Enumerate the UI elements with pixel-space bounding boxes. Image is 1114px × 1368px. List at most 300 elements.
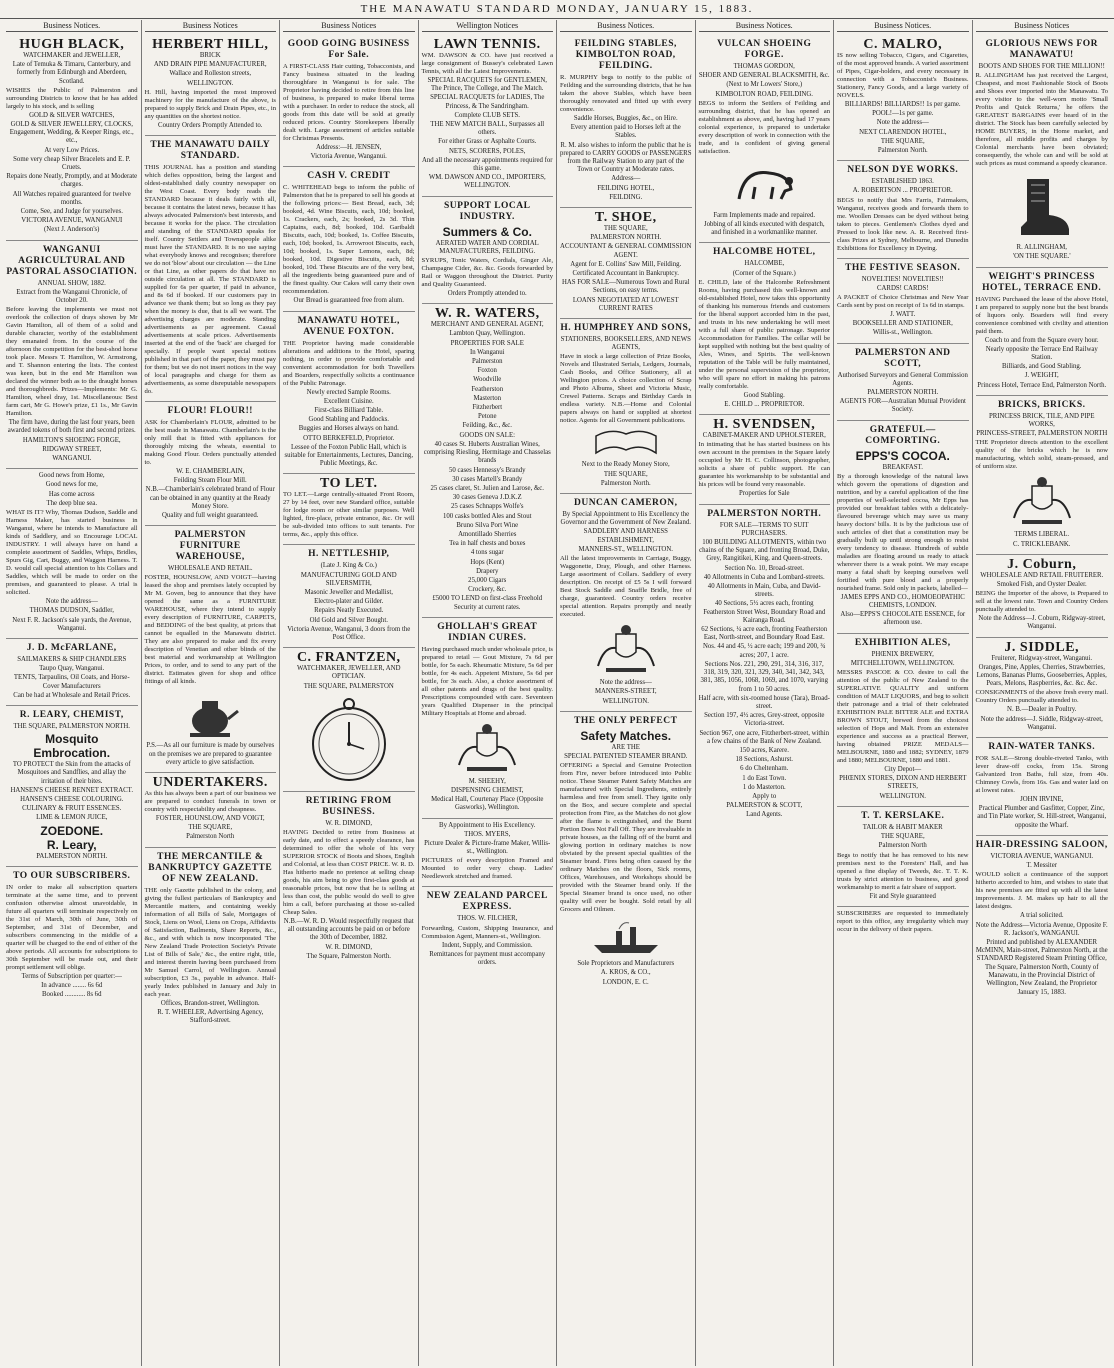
advertisement	[976, 638, 1109, 738]
ad-detail-line: Remittances for payment must accompany orders.	[429, 950, 546, 966]
open-book-icon	[591, 428, 661, 458]
ad-detail-line: Princess Hotel, Terrace End, Palmerston North.	[977, 381, 1107, 389]
ad-detail-line: Nearly opposite the Terrace End Railway Station.	[985, 345, 1098, 362]
ad-subheading: Section 197, 4½ acres, Grey-street, opposite Victoria-street.	[704, 712, 825, 728]
ad-detail-line: Victoria Avenue, Wanganui.	[310, 153, 387, 161]
ad-subheading: ARE THE	[611, 743, 640, 751]
flour-mill-emblem-icon	[180, 689, 240, 739]
ad-detail-line: LONDON, E. C.	[602, 978, 649, 986]
column-header: Business Notices	[283, 20, 415, 32]
ad-subheading: THOS. W. FILCHER,	[457, 915, 518, 923]
ad-detail-line: J. WEIGHT,	[1024, 372, 1059, 380]
ad-detail-line: Practical Plumber and Gasfitter, Copper, Zinc, and Tin Plate worker, St. Hill-street, Wanganui, opposite the Wharf.	[977, 805, 1107, 829]
ad-subheading: LOANS NEGOTIATED AT LOWEST CURRENT RATES	[572, 296, 679, 312]
ad-detail-line: Country Orders Promptly Attended to.	[158, 121, 263, 129]
ad-body: WISHES the Public of Palmerston and surrounding Districts to know that he has added largely to his stock, and is selling	[6, 86, 138, 110]
ad-detail-line: THE SQUARE,	[188, 824, 233, 832]
ad-body: R. MURPHY begs to notify to the public of Feilding and the surrounding districts, that he has taken the above Stables, which have been thoroughly renovated and fitted up with every convenience.	[560, 74, 692, 113]
ad-detail-line: Every attention paid to Horses left at the Stables.	[570, 124, 681, 140]
ad-subheading: A. ROBERTSON ... PROPRIETOR.	[852, 187, 953, 195]
ad-subheading: Bruno Silva Port Wine	[456, 521, 519, 529]
ad-body: ASK for Chamberlain's FLOUR, admitted to be the best made in Manawatu. Chamberlain's is the only mill that is fitted with appliances for thoroughly mixing the wheats, essential to making Good Flour. Orders punctually attended to.	[144, 419, 276, 467]
ad-subheading: (Late J. King & Co.)	[320, 562, 377, 570]
ad-detail-line: THE SQUARE,	[880, 137, 925, 145]
ad-body: THE Proprietor directs attention to the excellent quality of the bricks which he is now manufacturing, which solid, steam-pressed, and of uniform size.	[975, 439, 1108, 471]
ad-title: THE MANAWATU DAILY STANDARD.	[150, 140, 271, 162]
ad-subheading: 62 Sections, ¼ acre each, fronting Featherston East, North-street, and Boundary Road East.	[701, 626, 828, 642]
ad-detail-line: Repairs done Neatly, Promptly, and at Moderate charges.	[6, 173, 138, 189]
ad-body: Having purchased much under wholesale price, is prepared to retail — Gout Mixture, 7s 6d per bottle, for 5s each. Rheumatic Mixture, 5s 6d per bottle, for 4s each. Appetent Mixture, 5s 6d per bottle, for 3s each. Also, a choice assortment of all other patents and drugs of the best quality. Prescriptions compounded with care. Seventeen years Qualified Dispenser in the principal Military Hospitals at Home and abroad.	[421, 645, 553, 717]
ad-detail-line: £5000 TO LEND on first-class Freehold Security at current rates.	[432, 595, 543, 611]
ad-body: A FIRST-CLASS Hair cutting, Tobacconists, and Fancy business situated in the leading thoroughfare in Wanganui is for sale. The Proprietor having decided to retire from this line of business, is prepared to make liberal terms with a purchaser. In order to reduce the stock, all goods from this date will be sold at greatly reduced prices. Country Storekeepers liberally dealt with. Large assortment of articles suitable for Christmas Presents.	[283, 63, 415, 142]
ad-subheading: VICTORIA AVENUE, WANGANUI.	[990, 852, 1094, 860]
ad-title: GLORIOUS NEWS FOR MANAWATU!	[985, 39, 1098, 60]
ad-subheading: Foxton	[477, 367, 497, 375]
ad-subheading: AND DRAIN PIPE MANUFACTURER,	[153, 61, 267, 69]
pocket-watch-icon	[304, 694, 394, 784]
ad-title: THE MERCANTILE & BANKRUPTCY GAZETTE OF NEW ZEALAND.	[148, 851, 273, 884]
ad-subheading: 18 Sections, Ashurst.	[735, 756, 793, 764]
column	[142, 20, 281, 1366]
advertisement	[837, 344, 969, 421]
royal-coat-of-arms-icon	[447, 721, 527, 775]
advertisement	[283, 35, 415, 167]
ad-body: Begs to notify that he has removed to his new premises next to the Foresters' Hall, and has opened a fine display of Tweeds, &c. T. T. K. trusts by strict attention to business, and good workmanship to merit a fair share of support.	[837, 851, 969, 891]
ad-detail-line: Feilding Steam Flour Mill.	[173, 477, 247, 485]
ad-subheading: Feilding, &c., &c.	[462, 422, 512, 430]
column	[419, 20, 558, 1366]
masthead: THE MANAWATU STANDARD MONDAY, JANUARY 15, 1883.	[0, 0, 1114, 19]
ad-subheading: WATCHMAKER and JEWELLER,	[23, 52, 121, 59]
ad-detail-line: Palmerston North.	[600, 479, 651, 487]
columns-container	[3, 20, 1111, 1366]
ad-detail-line: Also—EPPS'S CHOCOLATE ESSENCE, for afternoon use.	[840, 611, 966, 627]
boot-icon	[1007, 171, 1077, 241]
ad-detail-line: Indent, Supply, and Commission.	[441, 941, 533, 949]
ad-subheading: ESTABLISHED 1863.	[871, 178, 934, 186]
ad-body: SYRUPS, Tonic Waters, Cordials, Ginger Ale, Champagne Cider, &c. &c. Goods forwarded by Rail or Waggon throughout the District. Purity and Quality Guaranteed.	[421, 257, 553, 289]
ad-detail-line: Address:—H. JENSEN,	[315, 144, 382, 151]
ad-title: HAIR-DRESSING SALOON,	[975, 839, 1108, 850]
ad-title: C. FRANTZEN,	[296, 650, 401, 666]
ad-subheading: MITCHELLTOWN, WELLINGTON.	[850, 659, 955, 667]
ad-detail-line: C. TRICKLEBANK.	[1013, 540, 1071, 548]
ad-subheading: Summers & Co.	[442, 224, 532, 239]
ad-subheading: Old Gold and Silver Bought.	[309, 616, 388, 624]
ad-subheading: 100 casks bottled Ales and Stout	[442, 512, 532, 520]
ad-detail-line: Quality and full weight guaranteed.	[162, 512, 259, 520]
ad-detail-line: Our Bread is guaranteed free from alum.	[293, 297, 404, 305]
advertisement	[560, 712, 692, 992]
ad-subheading: THE SQUARE, PALMERSTON	[303, 682, 394, 690]
advertisement	[976, 738, 1109, 836]
ad-body: As this has always been a part of our business we are prepared to conduct funerals in town or country with respectability and cheapness.	[144, 790, 276, 814]
ad-title: PALMERSTON NORTH.	[707, 508, 822, 519]
ad-subheading: NOVELTIES! NOVELTIES!!	[861, 275, 944, 283]
column	[3, 20, 142, 1366]
ad-detail-line: N.B.—Chamberlain's celebrated brand of Flour can be obtained in any quantity at the Ready Money Store.	[145, 486, 275, 510]
ad-subheading: Oranges, Pine, Apples, Cherries, Strawberries, Lemons, Bananas Plums, Gooseberries, Apples, Pears, Melons, Raspberries, &c. &c. &c.	[976, 663, 1107, 688]
ad-subheading: Masterton	[473, 394, 502, 402]
ad-detail-line: W. R. DIMOND,	[325, 943, 373, 951]
ad-detail-line: Good Stabling and Paddocks.	[308, 416, 389, 424]
ad-subheading: THE SQUARE, PALMERSTON NORTH.	[13, 722, 130, 730]
ad-body: TO LET.—Large centrally-situated Front Room, 27 by 14 feet, over new Standard office, suitable for lodge room or other similar purposes. Well lighted, fire-place, private entrance, &c. Or will be sub-divided into offices to suit tenants. For terms, &c., apply this office.	[283, 491, 415, 539]
ad-detail-line: M. SHEEHY,	[468, 777, 506, 785]
ad-body: WOULD solicit a continuance of the support hitherto accorded to him, and wishes to state that his new premises are fitted up with all the latest improvements. J. M. makes up hair to all the latest designs.	[975, 871, 1108, 911]
ad-detail-line: The firm have, during the last four years, been awarded tokens of both first and second prizes.	[7, 419, 136, 435]
ad-title: FEILDING STABLES, KIMBOLTON ROAD, FEILDING.	[574, 39, 677, 71]
advertisement	[6, 867, 138, 1005]
advertisement	[283, 474, 415, 545]
ad-detail-line: Come, See, and Judge for yourselves.	[20, 208, 123, 216]
ad-title: C. MALRO,	[863, 37, 943, 52]
ad-subheading: Nos. 44 and 45, ½ acre each; 199 and 200, ¾ acres; 207, 1 acre.	[703, 643, 826, 659]
ad-subheading: 25 cases Schnapps Wolfe's	[451, 503, 524, 511]
ad-subheading: Has come across	[48, 490, 95, 498]
ad-detail-line: At very Low Prices.	[44, 146, 100, 154]
ad-detail-line: J. WATT.	[890, 311, 916, 319]
column	[280, 20, 419, 1366]
advertisement	[283, 648, 415, 792]
ad-subheading: CARDS! CARDS!	[876, 284, 929, 292]
ad-detail-line: In advance ........ 6s 6d	[41, 981, 103, 989]
advertisement	[976, 396, 1109, 555]
ad-detail-line: Orders Promptly attended to.	[447, 290, 527, 298]
ad-subheading: SHOER AND GENERAL BLACKSMITH, &c.	[698, 72, 830, 80]
ad-detail-line: ZOEDONE.	[40, 823, 104, 838]
ad-detail-line: Palmerston North.	[877, 147, 928, 155]
ad-detail-line: HANSEN'S CHEESE RENNET EXTRACT.	[10, 786, 134, 794]
ad-subheading: Good news from Home,	[38, 472, 105, 480]
ad-title: BRICKS, BRICKS.	[998, 399, 1086, 410]
advertisement	[283, 312, 415, 475]
ad-title: H. NETTLESHIP,	[308, 549, 390, 560]
ad-body: THE only Gazette published in the colony, and giving the fullest particulars of Bankruptcy and Mercantile matters, and containing weekly information of all Bills of Sale, Mortgages of Stock, Liens on Wool, Liens on Crops, Affidavits of Satisfaction, Bailments, Share Reports, &c., &c., and with which is now incorporated 'The New Zealand Trade Protection Society's Private List of Bills of Sale,' &c., the entire right, title, and interest therein having been purchased from Mr Samuel Carrol, of Wellington. Annual subscription, £3 3s., payable in advance. Half-yearly Index published in January and July in each year.	[144, 886, 276, 998]
ad-subheading: 25 cases claret, St. Julien and Larose, &c.	[430, 484, 544, 492]
ad-subheading: SAILMAKERS & SHIP CHANDLERS	[17, 655, 127, 663]
ad-subheading: Wallace and Rolleston streets,	[169, 70, 252, 78]
ad-title: R. LEARY, CHEMIST,	[19, 709, 124, 720]
ad-subheading: Amontillado Sherries	[458, 530, 517, 538]
ad-title: WEIGHT'S PRINCESS HOTEL, TERRACE END.	[982, 271, 1102, 293]
ad-body: R. ALLINGHAM has just received the Largest, Cheapest, and most Fashionable Stock of Boots and Shoes ever imported into the Manawatu. To every visitor to the well-worn motto 'Small Profits and Quick Returns,' he offers the GREATEST BARGAINS ever heard of in the district. The Stock has been carefully selected by HOME BUYERS, in the Home market, and therefore, all middle profits and charges by Colonial merchants have been obviated; consequently, the whole can and will be sold at such prices as must command a speedy clearance.	[975, 72, 1108, 168]
ad-detail-line: NEXT CLARENDON HOTEL,	[859, 128, 947, 136]
ad-subheading: PALMERSTON NORTH.	[867, 389, 939, 397]
ad-subheading: SPECIAL PATENTED STEAMER BRAND.	[564, 752, 688, 760]
ad-detail-line: Buggies and Horses always on hand.	[298, 425, 399, 433]
advertisement	[6, 35, 138, 241]
ad-body: In intimating that he has started business on his own account in the premises in the Square lately occupied by Mr H. C. Collinson, photographer, solicits a share of public support. He can guarantee his workmanship to be substantial and his prices will be found very reasonable.	[698, 441, 830, 489]
ad-body: Have in stock a large collection of Prize Books, Novels and Illustrated Serials, Ledgers, Journals, Cash Books, and Office Stationery, all at Wellington prices. A choice collection of Scrap and Photo Albums, Sheet and Victoria Music, Crewel Patterns. Scraps and Birthday Cards in endless variety. N.B.—Home and Colonial papers always on hand or supplied at shortest notice. Agents for all Government publications.	[560, 353, 692, 425]
ad-detail-line: City Depot—	[884, 766, 922, 774]
ad-detail-line: (Next J. Anderson's)	[44, 226, 100, 234]
ad-subheading: AERATED WATER AND CORDIAL MANUFACTURERS, FEILDING.	[435, 239, 539, 255]
ad-body: Forwarding, Custom, Shipping Insurance, and Commission Agent, Manners-st., Wellington.	[421, 924, 553, 940]
advertisement	[422, 887, 554, 972]
advertisement	[422, 304, 554, 618]
ad-subheading: FOR SALE—TERMS TO SUIT PURCHASERS.	[719, 521, 809, 537]
ad-subheading: Palmerston	[471, 358, 503, 366]
advertisement	[699, 35, 831, 243]
ad-detail-line: Note the address—	[45, 598, 98, 606]
ad-subheading: Land Agents.	[746, 811, 783, 819]
ad-subheading: 6 do Cheltenham.	[740, 765, 789, 773]
ad-detail-line: FEILDING.	[609, 193, 643, 201]
ad-subheading: Lambton Quay, Wellington.	[449, 330, 526, 338]
ad-subheading: THE SQUARE,	[603, 225, 648, 233]
ad-subheading: PHŒNIX BREWERY,	[871, 650, 934, 658]
ad-detail-line: JAMES EPPS AND CO., HOMOEOPATHIC CHEMISTS, LONDON.	[840, 593, 965, 610]
ad-title: HERBERT HILL,	[152, 37, 269, 52]
advertisement	[976, 35, 1109, 268]
ad-detail-line: 'ON THE SQUARE.'	[1012, 253, 1071, 261]
ad-detail-line: Offices, Brandon-street, Wellington.	[160, 999, 260, 1007]
ad-title: WANGANUI AGRICULTURAL AND PASTORAL ASSOCIATION.	[6, 244, 138, 277]
column-header: Business Notices.	[6, 20, 138, 32]
ad-subheading: Petone	[478, 413, 497, 421]
ad-subheading: By Appointment to His Excellency.	[439, 821, 536, 829]
ad-subheading: Apply to	[752, 792, 777, 800]
ad-subheading: Late of Temuka & Timaru, Canterbury, and formerly from Edinburgh and Aberdeen, Scotland.	[12, 61, 131, 85]
ad-detail-line: Complete CLUB SETS.	[454, 111, 521, 119]
ad-subheading: 40 Allotments in Main, Cuba, and David-streets.	[707, 583, 821, 599]
ad-body: C. WHITEHEAD begs to inform the public of Palmerston that he is prepared to sell his goods at the following prices:— Best Bread, each, 3d; booked, 4d. Wine Biscuits, each, 10d; booked, 1s. Crackers, each, 2s; booked, 2s 3d. Thin Captains, each, 8d; booked, 10d. Garibaldi Biscuits, each, 10d; booked, 1s. Coffee Biscuits, each, 10d; booked, 1s. Arrowroot Biscuits, each, 10d; booked, 1s. Super Lemons, each, 8d; booked, 10d. Digestive Biscuits, each, 8d; booked, 10d. These Biscuits are of the very best, all the ingredients being guaranteed pure and of the finest quality. Our Cakes will carry their own recommendation.	[283, 184, 415, 296]
ad-detail-line: WM. DAWSON AND CO., IMPORTERS, WELLINGTON.	[428, 174, 546, 190]
ad-detail-line: Next F. R. Jackson's sale yards, the Avenue, Wanganui.	[12, 616, 132, 632]
ad-title: GOOD GOING BUSINESS For Sale.	[287, 39, 410, 60]
ad-subheading: Authorised Surveyors and General Commission Agents.	[837, 371, 968, 387]
ad-detail-line: WELLINGTON.	[879, 792, 926, 800]
advertisement	[837, 35, 969, 161]
royal-coat-of-arms-icon	[586, 622, 666, 676]
ad-body: THE Proprietor having made considerable alterations and additions to the Hotel, sparing nothing, in order to provide comfortable and convenient accommodation for both Travellers and Boarders, respectfully solicits a continuance of the Public Patronage.	[283, 339, 415, 387]
ad-detail-line: R. T. WHEELER, Advertising Agency, Stafford-street.	[157, 1008, 264, 1025]
ad-detail-line: BOOKSELLER AND STATIONER,	[852, 320, 953, 328]
ad-subheading: Good news for me,	[45, 481, 98, 489]
ad-title: PALMERSTON FURNITURE WAREHOUSE,	[174, 530, 246, 563]
ad-title: EXHIBITION ALES,	[854, 637, 951, 648]
ad-subheading: 30 cases Geneva J.D.K.Z	[452, 494, 522, 502]
ad-detail-line: THE SQUARE,	[603, 470, 648, 478]
ad-subheading: TAILOR & HABIT MAKER	[862, 823, 943, 831]
ad-detail-line: Palmerston North	[186, 833, 235, 841]
ad-detail-line: R. Leary,	[46, 837, 97, 852]
ad-subheading: The deep blue sea.	[46, 499, 98, 507]
ad-detail-line: Note the Address—Victoria Avenue, Opposite F. R. Jackson's, WANGANUI.	[975, 921, 1108, 937]
ad-detail-line: PALMERSTON NORTH.	[36, 852, 108, 860]
ad-subheading: Taupo Quay, Wanganui.	[39, 665, 105, 673]
ad-subheading: STATIONERS, BOOKSELLERS, AND NEWS AGENTS,	[560, 336, 691, 352]
ad-subheading: (Next to Mr Lowers' Store,)	[726, 81, 803, 89]
ad-subheading: Electro-plater and Gilder.	[314, 598, 384, 606]
ad-title: SUPPORT LOCAL INDUSTRY.	[444, 200, 531, 222]
ad-body: A PACKET of Choice Christmas and New Year Cards sent by post on receipt of 1s 6d in stamps.	[837, 294, 969, 310]
ad-subheading: Certificated Accountant in Bankruptcy.	[572, 270, 679, 278]
ad-detail-line: Printed and published by ALEXANDER McMINN, Main-street, Palmerston North, at the STANDARD Registered Steam Printing Office, The Square, Palmerston North, County of Manawatu, in the Provincial District of Wellington, New Zealand, the Proprietor	[975, 938, 1108, 987]
ad-body: HAVING Decided to retire from Business at early date, and to effect a speedy clearance, has determined to offer the whole of his very SUPERIOR STOCK of Boots and Shoes, English and Colonial, at less than COST PRICE. W. R. D. Has hitherto made no pretence at selling cheap goods, his aim being to give first-class goods at reasonable prices, but now that he is selling at less than cost, the public would do well to give him a call, before purchasing at those so-called Cheap Sales.	[283, 829, 415, 917]
ad-body: OFFERING a Special and Genuine Protection from Fire, never before introduced into Public notice. These Steamer Patent Safety Matches are manufactured with Special Ingredients, entirely harmless and free from smell. They ignite only on the Box, and secure complete and special protection from Fire, as the Matches do not glow after the flame is extinguished, and the Burnt Portion Does Not Fall Off. They are invaluable in private houses, as the falling off of the burnt and glowing portion in ordinary matches is now obviated by the present special qualities of the Steamer brand. Fires being often caused by the ordinary Matches on the floors, Sick rooms, Offices, Warehouses, and Workshops should be provided with the Steamer brand only. If the Special Steamer brand is once used, no other quality will ever be bought. Sold retail by all Grocers and Oilmen.	[560, 762, 692, 914]
ad-subheading: THOS. MYERS,	[464, 830, 511, 838]
ad-body: THIS JOURNAL has a position and standing which defies opposition, being the largest and oldest-established daily country newspaper on the West Coast. Every body reads the STANDARD because it deals fairly with all, because it contains the latest news, because it has always advocated Palmerston's best interests, and because it works for the place. The circulation and standing of the STANDARD speaks for itself. Country Settlers and Townspeople alike must have the STANDARD. It is no use saying what everybody knows and recognises; therefore we do not 'blow' about our circulation — the Line or that Line, as other papers do that have no outside circulation at all. The STANDARD is supplied for 6s per quarter, if paid in advance, and 8s 6d if booked. If our customers pay in advance we thank them; but so long as they pay when the money is due, that is all we want. The advertising charges are moderate. Standing advertisements as per agreement. Casual advertisements at scale prices. Advertisements inserted at the end of the 'back' are charged for specially. If people want special notices published in that part of the paper, they must pay for them; but we do not insert notices in the way of local paragraphs and charge for them as advertisements, as some disreputable newspapers do.	[144, 164, 276, 396]
advertisement	[145, 35, 277, 136]
ad-detail-line: Fit and Style guaranteed	[869, 892, 936, 900]
advertisement	[6, 241, 138, 470]
advertisement	[837, 161, 969, 258]
ad-subheading: Extract from the Wanganui Chronicle, of October 20.	[16, 288, 128, 305]
ad-detail-line: E. CHILD ... PROPRIETOR.	[724, 401, 805, 409]
ad-title: TO OUR SUBSCRIBERS.	[13, 870, 131, 881]
royal-coat-of-arms-icon	[1002, 474, 1082, 528]
ad-title: RAIN-WATER TANKS.	[988, 742, 1096, 753]
advertisement	[837, 421, 969, 634]
advertisement	[837, 807, 969, 907]
ad-detail-line: R. ALLINGHAM,	[1016, 244, 1067, 252]
ad-title: GRATEFUL—COMFORTING.	[865, 424, 941, 446]
advertisement	[422, 819, 554, 888]
ad-title: TO LET.	[320, 476, 378, 492]
ad-subheading: Section 967, one acre, Fitzherbert-street, within a few chains of the Bank of New Zealand.	[699, 729, 829, 745]
ad-subheading: PROPERTIES FOR SALE	[450, 339, 524, 347]
ad-title: LAWN TENNIS.	[433, 37, 541, 52]
column-header: Business Notices.	[560, 20, 692, 32]
ad-title: CASH V. CREDIT	[307, 171, 391, 182]
ad-detail-line: HAMILTON'S SHOEING FORGE,	[22, 436, 121, 444]
ad-subheading: MERCHANT AND GENERAL AGENT,	[430, 321, 544, 329]
ad-detail-line: BILLIARDS! BILLIARDS!! 1s per game.	[844, 101, 961, 108]
ad-detail-line: RIDGWAY STREET,	[42, 445, 102, 453]
ad-detail-line: Mosquito Embrocation.	[33, 732, 111, 761]
ad-detail-line: Lessee of the Foxton Public Hall, which is suitable for Entertainments, Lectures, Dancing, Public Meetings, &c.	[284, 443, 414, 468]
advertisement	[837, 259, 969, 344]
column-header: Wellington Notices	[422, 20, 554, 32]
ad-detail-line: FOSTER, HOUNSLOW, AND VOIGT,	[155, 815, 265, 823]
ad-subheading: Victoria Avenue, Wanganui, 3 doors from the Post Office.	[287, 625, 411, 642]
ad-detail-line: Address—	[611, 175, 641, 183]
ad-subheading: Half acre, with six-roomed house (Tara), Broad-street.	[698, 694, 830, 710]
ad-title: J. Coburn,	[1007, 556, 1077, 572]
ad-title: H. SVENDSEN,	[713, 417, 816, 433]
advertisement	[145, 402, 277, 526]
advertisement	[976, 836, 1109, 1002]
ad-detail-line: A. KROS, & CO.,	[600, 969, 651, 977]
ad-subheading: BOOTS AND SHOES FOR THE MILLION!!	[978, 63, 1105, 70]
ad-body: WHAT IS IT? Why, Thomas Dudson, Saddle and Harness Maker, has started business in Wanganui, where he intends to Manufacture all kinds of Saddlery, and so Encourage LOCAL INDUSTRY. I will always have on hand a complete assortment of Saddles, Whips, Bridles, Spurs Gig, Cart, Buggy, and Waggon Harness. T. D. would call special attention to his Collars and Saddles, which will be made to order on the premises, and guaranteed to please. A trial is solicited.	[6, 509, 138, 597]
ad-subheading: Drapery	[476, 567, 499, 575]
ad-detail-line: First-class Billiard Table.	[314, 407, 384, 415]
ad-subheading: PALMERSTON & SCOTT,	[726, 802, 803, 810]
ad-subheading: 1 do East Town.	[742, 774, 787, 782]
ad-subheading: PALMERSTON NORTH.	[590, 234, 662, 242]
ad-body: HAVING Purchased the lease of the above Hotel, I am prepared to supply none but the best brands of liquors only. Boarders will find every convenience combined with civility and attention paid them.	[975, 295, 1108, 335]
ad-subheading: Sections Nos. 221, 290, 291, 314, 316, 317, 318, 319, 320, 321, 329, 340, 341, 342, 343, 381, 385, 1056, 1068, 1069, and 1070, varying from 1 to 50 acres.	[700, 660, 828, 693]
ad-body: BEING the Importer of the above, is Prepared to sell at the lowest rate. Town and Country Orders punctually attended to.	[975, 590, 1108, 614]
ad-detail-line: R. M. also wishes to inform the public that he is prepared to CARRY GOODS or PASSENGERS from the Railway Station to any part of the Town or Country at Moderate rates.	[560, 141, 692, 174]
ad-body: WM. DAWSON & CO. have just received a large consignment of Bussey's celebrated Lawn Tennis, with all the Latest Improvements.	[421, 52, 553, 75]
ad-body: CONSIGNMENTS of the above fresh every mail. Country Orders punctually attended to.	[975, 689, 1108, 705]
ad-subheading: Picture Dealer & Picture-frame Maker, Willis-st., Wellington.	[424, 839, 551, 856]
ad-detail-line: Newly erected Sample Rooms.	[306, 388, 391, 396]
ad-detail-line: OTTO BERKEFELD, Proprietor.	[303, 434, 395, 442]
ad-body: E. CHILD, late of the Halcombe Refreshment Rooms, having purchased this well-known and old-established Hotel, now takes this opportunity of thanking his numerous friends and customers for the liberal support accorded him in the past, and trusts in his new undertaking he will meet with a full share of public patronage. Superior Accommodation for Families. The cellar will be kept supplied with nothing but the best quality of Ales, Wines, and Spirits. The well-known reputation of the Table will be fully maintained, under the personal supervision of the proprietor, who will spare no effort in making his patrons really comfortable.	[698, 278, 830, 390]
ad-body: IN order to make all subscription quarters terminate at the same time, and to prevent confusion otherwise almost unavoidable, in future all quarters will terminate respectively on the 31st of March, 30th of June, 30th of September, and 31st of December, and subscribers commencing in the middle of a quarter will be charged to the end of either of the above periods. All accounts for subscriptions to 30th September will be made out, and their prompt settlement will oblige.	[6, 883, 138, 971]
ad-detail-line: THOMAS DUDSON, Saddler,	[29, 607, 114, 615]
ad-subheading: 4 tons sugar	[470, 549, 504, 557]
ad-detail-line: Note the address—	[599, 679, 652, 687]
ad-body: MESSRS PASCOE & CO. desire to call the attention of the public of New Zealand to the SUPERLATIVE QUALITY and uniform condition of MALT LIQUORS, and beg to solicit their patronage and a trial of their celebrated EXHIBITION PALE BITTER ALE and EXTRA BROWN STOUT, brewed from the choicest selection of Hops and Malt. From an extensive experience and success as a practical Brewer, having obtained PRIZE MEDALS—MELBOURNE, 1880 and 1882; SYDNEY, 1879 and 1880; MELBOURNE, 1880 and 1881.	[837, 669, 969, 765]
advertisement	[837, 634, 969, 807]
column	[973, 20, 1112, 1366]
ad-detail-line: Note the address—J. Siddle, Ridgway-street, Wanganui.	[980, 715, 1103, 731]
ad-title: H. HUMPHREY AND SONS,	[560, 323, 692, 334]
ad-detail-line: Sole Proprietors and Manufacturers	[577, 960, 675, 968]
ad-subheading: By Special Appointment to His Excellency the Governor and the Government of New Zealand.	[560, 511, 691, 527]
ad-detail-line: January 15, 1883.	[1017, 989, 1066, 997]
ad-subheading: Agent for E. Collins' Saw Mill, Feilding.	[570, 260, 682, 268]
ad-detail-line: Some very cheap Silver Bracelets and E. P. Cruets.	[13, 155, 131, 172]
ad-subheading: SADDLERY AND HARNESS ESTABLISHMENT,	[583, 528, 668, 544]
ad-subheading: AGENTS FOR—Australian Mutual Provident Society.	[839, 398, 966, 414]
ad-subheading: 25,000 Cigars	[468, 576, 507, 584]
ad-subheading: BREAKFAST.	[882, 463, 923, 471]
ad-detail-line: Properties for Sale	[738, 490, 790, 498]
ad-detail-line: MANNERS-STREET,	[594, 688, 657, 696]
ad-detail-line: THE NEW MATCH BALL, Surpasses all others.	[430, 121, 545, 137]
advertisement	[283, 792, 415, 966]
advertisement	[422, 618, 554, 819]
advertisement	[145, 136, 277, 402]
column-header: Business Notices	[145, 20, 277, 32]
ad-subheading: MANUFACTURING GOLD AND SILVERSMITH,	[300, 571, 397, 587]
ad-detail-line: Terms of Subscription per quarter:—	[21, 972, 122, 980]
ad-detail-line: Coach to and from the Square every hour.	[984, 336, 1099, 344]
ad-title: RETIRING FROM BUSINESS.	[305, 795, 392, 817]
ad-detail-line: Excellent Cuisine.	[323, 397, 374, 405]
ad-detail-line: Note the Address—J. Coburn, Ridgway-street, Wanganui.	[978, 615, 1106, 631]
advertisement	[560, 208, 692, 319]
ad-detail-line: PHŒNIX STORES, DIXON AND HERBERT STREETS,	[839, 775, 967, 791]
ad-title: NELSON DYE WORKS.	[847, 165, 959, 176]
advertisement	[699, 243, 831, 415]
advertisement	[560, 494, 692, 712]
ad-subheading: 100 BUILDING ALLOTMENTS, within two chains of the Square, and fronting Broad, Duke, Grey, Rangitikei, King, and Queen-streets.	[699, 539, 830, 563]
ad-detail-line: Note the address—	[876, 119, 929, 127]
ad-subheading: 40 cases St. Huberts Australian Wines, comprising Riesling, Hermitage and Chasselas brands	[423, 440, 551, 465]
ad-subheading: WATCHMAKER, JEWELLER, AND OPTICIAN.	[297, 665, 401, 681]
ad-subheading: 150 acres, Karere.	[739, 746, 789, 754]
ad-detail-line: All Watches repaired guaranteed for twelve months.	[12, 190, 131, 206]
ad-subheading: PRINCESS BRICK, TILE, AND PIPE WORKS,	[988, 412, 1095, 429]
ad-subheading: 40 Sections, 5½ acres each, fronting Featherston Street West, Boundary Road and Kairanga Road.	[703, 600, 826, 624]
ad-subheading: (Corner of the Square.)	[732, 269, 796, 277]
ad-detail-line: JOHN IRVINE,	[1020, 796, 1064, 804]
column	[834, 20, 973, 1366]
ad-subheading: HAS FOR SALE—Numerous Town and Rural Sections, on easy terms.	[561, 279, 690, 295]
ad-detail-line: NETS, SCORERS, POLES,	[449, 147, 526, 155]
ad-title: GHOLLAH'S GREAT INDIAN CURES.	[437, 621, 538, 643]
ad-detail-line: GOLD & SILVER WATCHES,	[29, 111, 115, 119]
ad-detail-line: GOLD & SILVER JEWELLERY, CLOCKS, Engagement, Wedding, & Keeper Rings, etc., etc.,	[9, 121, 134, 145]
blacksmith-horse-icon	[719, 159, 809, 209]
ad-title: MANAWATU HOTEL, AVENUE FOXTON.	[297, 315, 400, 337]
ad-detail-line: TERMS LIBERAL.	[1014, 531, 1070, 539]
ad-subheading: EPPS'S COCOA.	[855, 448, 950, 463]
advertisement	[145, 848, 277, 1031]
ad-subheading: 50 cases Hennessy's Brandy	[448, 466, 526, 474]
advertisement	[145, 526, 277, 773]
ad-subheading: Featherston	[471, 385, 504, 393]
ad-title: THE ONLY PERFECT	[574, 715, 678, 726]
